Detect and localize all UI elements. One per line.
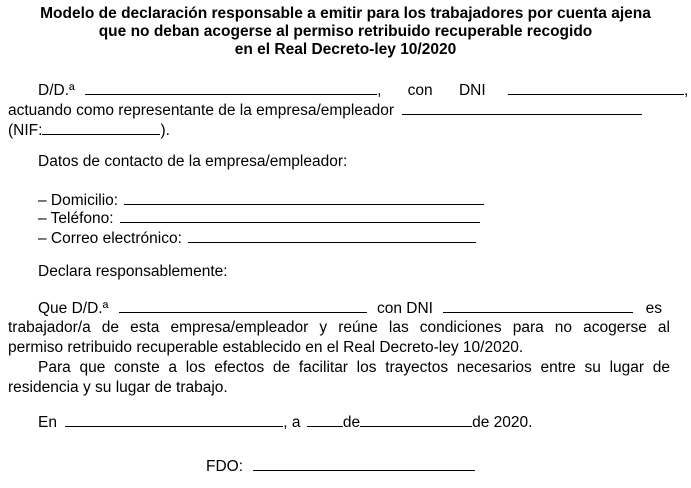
- telefono-label: – Teléfono:: [38, 210, 114, 227]
- month-field[interactable]: [360, 412, 472, 427]
- dni-trailing-comma: ,: [683, 82, 689, 99]
- year-label: de 2020.: [472, 414, 533, 431]
- de-label: de: [342, 414, 361, 431]
- a-label: , a: [283, 414, 301, 431]
- nif-line: [8, 120, 170, 141]
- declaration-line-1: [38, 298, 662, 319]
- correo-label: – Correo electrónico:: [38, 230, 182, 247]
- document-title-line-3: en el Real Decreto-ley 10/2020: [234, 41, 457, 58]
- representative-name-field[interactable]: [85, 80, 377, 95]
- acting-line: [8, 100, 642, 121]
- representative-dni-field[interactable]: [508, 80, 684, 95]
- nif-close-label: ).: [160, 122, 170, 139]
- declaration-line-3: permiso retribuido recuperable establecido en el Real Decreto-ley 10/2020.: [8, 339, 524, 356]
- worker-dni-label: con DNI: [376, 300, 433, 317]
- declaration-heading: Declara responsablemente:: [38, 263, 228, 280]
- signature-line: [206, 456, 475, 477]
- place-date-line: [38, 412, 532, 433]
- document-title-line-2: que no deban acogerse al permiso retribuido recuperable recogido: [98, 23, 593, 40]
- declaration-line-5: residencia y su lugar de trabajo.: [8, 379, 228, 396]
- es-label: es: [645, 300, 662, 317]
- worker-name-field[interactable]: [119, 298, 367, 313]
- day-field[interactable]: [307, 412, 343, 427]
- nif-open-label: (NIF:: [8, 122, 43, 139]
- declaration-line-4: Para que conste a los efectos de facilitar los trayectos necesarios entre su lugar de: [38, 359, 670, 376]
- declaration-line-2: trabajador/a de esta empresa/empleador y reúne las condiciones para no acogerse al: [8, 319, 670, 336]
- correo-line: [38, 228, 476, 249]
- contact-heading: Datos de contacto de la empresa/empleador:: [38, 153, 348, 170]
- domicilio-label: – Domicilio:: [38, 192, 119, 209]
- place-field[interactable]: [65, 412, 283, 427]
- dni-label: , con DNI: [377, 82, 486, 99]
- en-label: En: [38, 414, 57, 431]
- que-dd-label: Que D/D.ª: [38, 300, 109, 317]
- acting-text: actuando como representante de la empresa/empleador: [8, 102, 395, 119]
- signature-field[interactable]: [253, 456, 475, 471]
- nif-field[interactable]: [42, 120, 160, 135]
- document-title-line-1: Modelo de declaración responsable a emitir para los trabajadores por cuenta ajena: [40, 5, 651, 22]
- domicilio-field[interactable]: [124, 190, 484, 205]
- correo-field[interactable]: [188, 228, 476, 243]
- telefono-line: [38, 208, 480, 229]
- company-name-field[interactable]: [402, 100, 642, 115]
- telefono-field[interactable]: [120, 208, 480, 223]
- dd-label: D/D.ª: [38, 82, 75, 99]
- fdo-label: FDO:: [206, 458, 244, 475]
- worker-dni-field[interactable]: [443, 298, 633, 313]
- representative-line: [38, 80, 688, 101]
